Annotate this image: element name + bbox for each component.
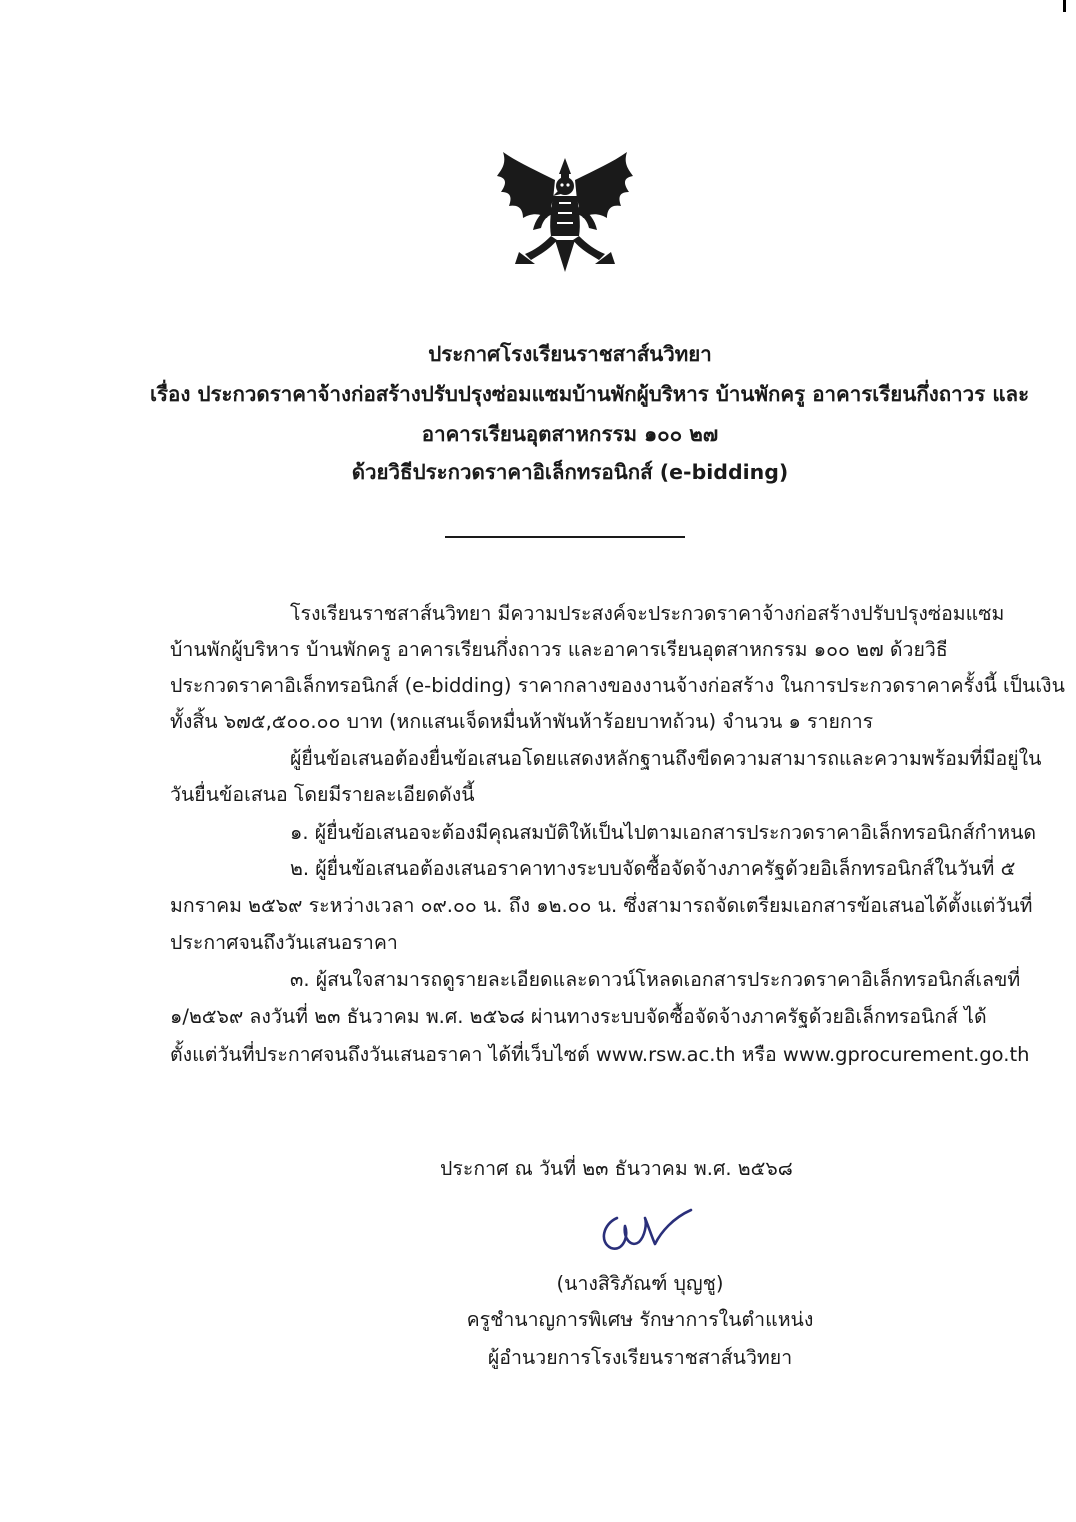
list-item: ๓. ผู้สนใจสามารถดูรายละเอียดและดาวน์โหลดเอกสารประกวดราคาอิเล็กทรอนิกส์เลขที่ xyxy=(290,968,1021,991)
handwritten-signature xyxy=(595,1202,705,1262)
garuda-emblem-icon xyxy=(495,140,635,280)
body-line: โรงเรียนราชสาส์นวิทยา มีความประสงค์จะประกวดราคาจ้างก่อสร้างปรับปรุงซ่อมแซม xyxy=(290,602,1005,625)
announcement-date: ประกาศ ณ วันที่ ๒๓ ธันวาคม พ.ศ. ๒๕๖๘ xyxy=(440,1157,793,1180)
body-line: บ้านพักผู้บริหาร บ้านพักครู อาคารเรียนกึ่งถาวร และอาคารเรียนอุตสาหกรรม ๑๐๐ ๒๗ ด้วยวิธี xyxy=(170,638,948,661)
scan-corner-mark xyxy=(1063,0,1066,12)
signatory-position: ครูชำนาญการพิเศษ รักษาการในตำแหน่ง xyxy=(466,1308,814,1331)
list-item-line: ประกาศจนถึงวันเสนอราคา xyxy=(170,931,398,954)
signatory-title: ผู้อำนวยการโรงเรียนราชสาส์นวิทยา xyxy=(487,1346,793,1369)
body-line: ผู้ยื่นข้อเสนอต้องยื่นข้อเสนอโดยแสดงหลักฐานถึงขีดความสามารถและความพร้อมที่มีอยู่ใน xyxy=(290,747,1042,770)
body-line: ทั้งสิ้น ๖๗๕,๕๐๐.๐๐ บาท (หกแสนเจ็ดหมื่นห้าพันห้าร้อยบาทถ้วน) จำนวน ๑ รายการ xyxy=(170,710,874,733)
list-item-line: ตั้งแต่วันที่ประกาศจนถึงวันเสนอราคา ได้ที่เว็บไซต์ www.rsw.ac.th หรือ www.gprocurement.go.th xyxy=(170,1043,1030,1066)
list-item: ๒. ผู้ยื่นข้อเสนอต้องเสนอราคาทางระบบจัดซื้อจัดจ้างภาครัฐด้วยอิเล็กทรอนิกส์ในวันที่ ๕ xyxy=(290,857,1016,880)
body-line: วันยื่นข้อเสนอ โดยมีรายละเอียดดังนี้ xyxy=(170,783,475,806)
list-item-line: มกราคม ๒๕๖๙ ระหว่างเวลา ๐๙.๐๐ น. ถึง ๑๒.๐๐ น. ซึ่งสามารถจัดเตรียมเอกสารข้อเสนอได้ตั้งแต่วันที่ xyxy=(170,894,1033,917)
body-line: ประกวดราคาอิเล็กทรอนิกส์ (e-bidding) ราคากลางของงานจ้างก่อสร้าง ในการประกวดราคาครั้งนี้ เป็นเงิน xyxy=(170,674,1065,697)
list-item-line: ๑/๒๕๖๙ ลงวันที่ ๒๓ ธันวาคม พ.ศ. ๒๕๖๘ ผ่านทางระบบจัดซื้อจัดจ้างภาครัฐด้วยอิเล็กทรอนิกส์ ได้ xyxy=(170,1005,987,1028)
announcement-title: ประกาศโรงเรียนราชสาส์นวิทยา xyxy=(428,342,712,366)
subject-line: เรื่อง ประกวดราคาจ้างก่อสร้างปรับปรุงซ่อมแซมบ้านพักผู้บริหาร บ้านพักครู อาคารเรียนกึ่งถาวร และ xyxy=(150,382,1030,406)
list-item: ๑. ผู้ยื่นข้อเสนอจะต้องมีคุณสมบัติให้เป็นไปตามเอกสารประกวดราคาอิเล็กทรอนิกส์กำหนด xyxy=(290,821,1037,844)
bidding-method: ด้วยวิธีประกวดราคาอิเล็กทรอนิกส์ (e-bidding) xyxy=(351,460,789,484)
subject-line-2: อาคารเรียนอุตสาหกรรม ๑๐๐ ๒๗ xyxy=(421,422,719,446)
signatory-name: (นางสิริภัณฑ์ บุญชู) xyxy=(556,1272,724,1295)
divider xyxy=(445,536,685,538)
